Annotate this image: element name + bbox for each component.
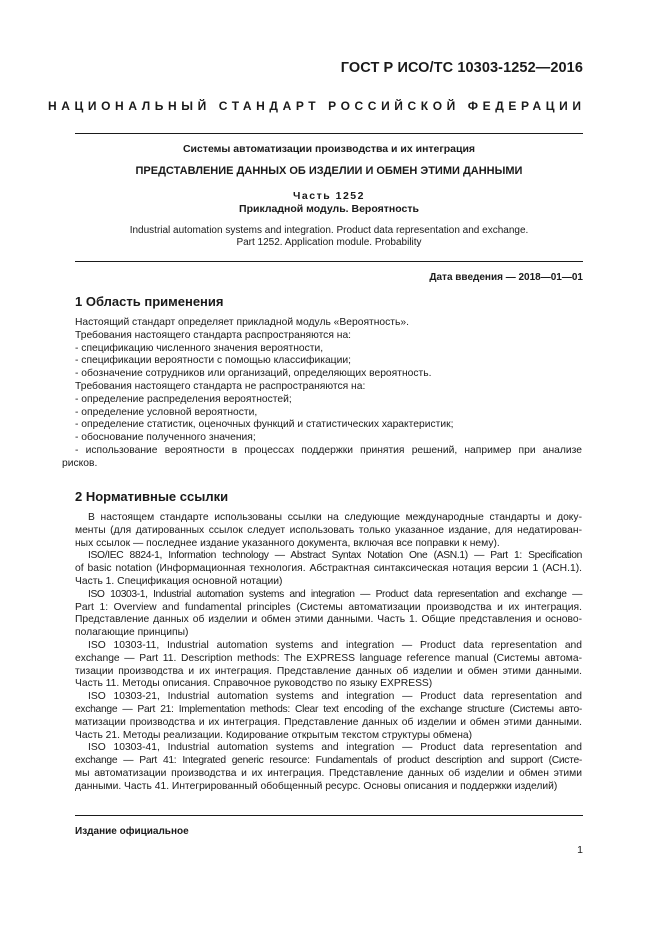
section-2-line: of basic notation (Информационная технология. Абстрактная синтаксическая нотация версии 1 (АСН.1). — [75, 563, 582, 575]
section-1-line: - определение распределения вероятностей; — [75, 393, 292, 405]
section-2-line: тизации производства и их интеграция. Представление данных об изделии и обмен этими данными. — [75, 665, 582, 677]
section-1-body — [62, 317, 582, 471]
section-2-line: ISO/IEC 8824-1, Information technology — Abstract Syntax Notation One (ASN.1) — Part 1: Specification — [88, 550, 582, 562]
section-2-body — [75, 512, 582, 794]
section-1-line: - определение статистик, оценочных функций и статистических характеристик; — [75, 419, 454, 431]
section-1-line: Требования настоящего стандарта распространяются на: — [75, 329, 352, 341]
section-1-line: Требования настоящего стандарта не распространяются на: — [75, 380, 366, 392]
english-title-line-2: Part 1252. Application module. Probability — [236, 237, 422, 248]
top-rule — [75, 133, 583, 134]
section-2-line: exchange — Part 21: Implementation methods: Clear text encoding of the exchange structure (Системы авто- — [75, 703, 582, 715]
section-1-line: - обозначение сотрудников или организаций, определяющих вероятность. — [75, 368, 432, 380]
title-main: ПРЕДСТАВЛЕНИЕ ДАННЫХ ОБ ИЗДЕЛИИ И ОБМЕН ЭТИМИ ДАННЫМИ — [135, 165, 523, 177]
section-2-line: ISO 10303-41, Industrial automation systems and integration — Product data representation and — [88, 742, 582, 754]
english-title-line-1: Industrial automation systems and integration. Product data representation and exchange. — [129, 225, 529, 236]
section-2-line: ISO 10303-1, Industrial automation systems and integration — Product data representation and exchange — — [88, 588, 582, 600]
section-2-line: Part 1: Overview and fundamental principles (Системы автоматизации производства и их интеграция. — [75, 601, 582, 613]
edition-label: Издание официальное — [75, 826, 189, 837]
section-2-line: менты (для датированных ссылок следует использовать только указанное издание, для недатирован- — [75, 524, 582, 536]
section-2-line: ISO 10303-11, Industrial automation systems and integration — Product data representation and — [88, 639, 582, 651]
section-2-line: полагающие принципы) — [75, 627, 189, 639]
section-1-line: Настоящий стандарт определяет прикладной модуль «Вероятность». — [75, 317, 409, 328]
section-2-line: Часть 1. Спецификация основной нотации) — [75, 575, 283, 587]
section-1-line: рисков. — [62, 457, 98, 469]
section-2-line: ных ссылок — последнее издание указанного документа, включая все поправки к нему). — [75, 537, 500, 549]
title-subtitle: Прикладной модуль. Вероятность — [239, 203, 419, 215]
section-2-line: мы автоматизации производства и их интеграция. Представление данных об изделии и обмен этими — [75, 767, 582, 779]
standard-code: ГОСТ Р ИСО/ТС 10303-1252—2016 — [340, 60, 583, 76]
section-1-line: - спецификацию численного значения вероятности, — [75, 342, 324, 354]
section-2-line: В настоящем стандарте использованы ссылки на следующие международные стандарты и доку- — [88, 512, 582, 523]
section-2-line: Часть 21. Методы реализации. Кодирование открытым текстом структуры обмена) — [75, 729, 473, 741]
section-2-line: ISO 10303-21, Industrial automation systems and integration — Product data representation and — [88, 691, 582, 703]
section-2-line: Часть 11. Методы описания. Справочное руководство по языку EXPRESS) — [75, 678, 433, 690]
section-1-line: - определение условной вероятности, — [75, 406, 258, 418]
section-1-line: - спецификации вероятности с помощью классификации; — [75, 355, 351, 367]
section-2-line: данными. Часть 41. Интегрированный обобщенный ресурс. Основы описания и поддержки изделий) — [75, 780, 558, 792]
title-rule — [75, 261, 583, 262]
section-1-line: - обоснование полученного значения; — [75, 432, 256, 444]
national-standard-banner: НАЦИОНАЛЬНЫЙ СТАНДАРТ РОССИЙСКОЙ ФЕДЕРАЦИИ — [48, 99, 586, 113]
section-2-line: exchange — Part 11. Description methods: The EXPRESS language reference manual (Системы автома- — [75, 652, 582, 664]
section-2-line: exchange — Part 41: Integrated generic resource: Fundamentals of product description and support (Систе- — [75, 755, 582, 767]
section-2-heading: 2 Нормативные ссылки — [75, 489, 229, 504]
title-part: Часть 1252 — [293, 190, 365, 202]
title-series: Системы автоматизации производства и их интеграция — [182, 143, 476, 155]
date-of-introduction: Дата введения — 2018—01—01 — [429, 272, 583, 283]
section-2-line: матизации производства и их интеграция. Представление данных об изделии и обмен этими данными. — [75, 716, 582, 728]
section-2-line: Представление данных об изделии и обмен этими данными. Часть 1. Общие представления и осново- — [75, 614, 582, 626]
page-number: 1 — [577, 844, 583, 856]
section-1-line: - использование вероятности в процессах поддержки принятия решений, например при анализе — [75, 444, 582, 456]
footer-rule — [75, 815, 583, 816]
section-1-heading: 1 Область применения — [75, 294, 224, 309]
